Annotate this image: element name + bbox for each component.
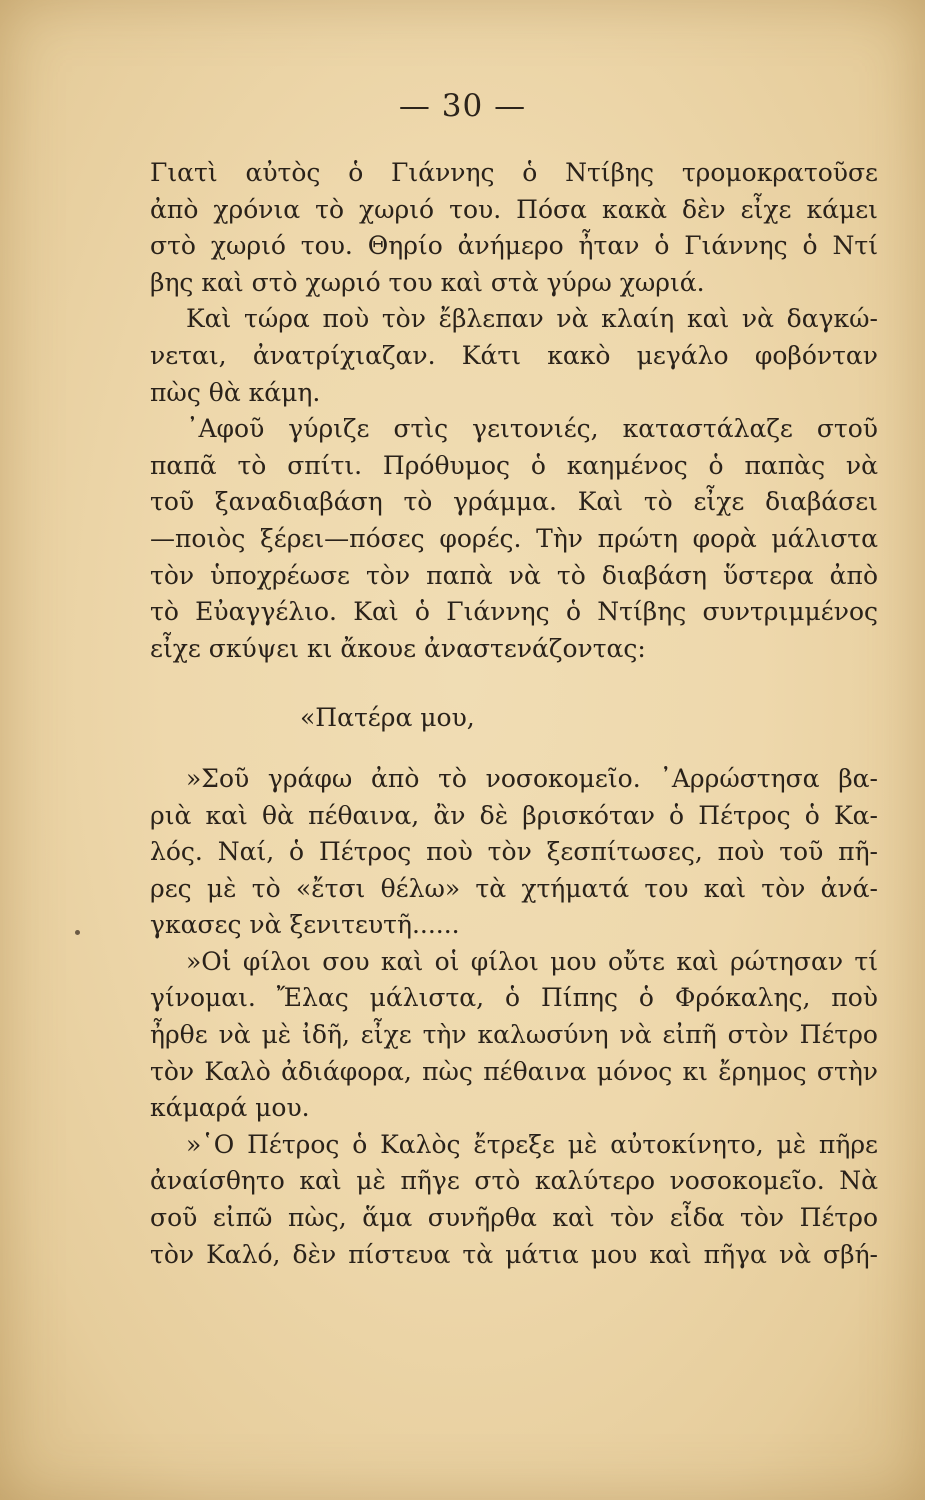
letter-line: σοῦ εἰπῶ πὼς, ἅμα συνῆρθα καὶ τὸν εἶδα τὸν Πέτρο <box>150 1203 878 1233</box>
text-line: τὸν ὑποχρέωσε τὸν παπὰ νὰ τὸ διαβάση ὕστερα ἀπὸ <box>150 560 878 590</box>
text-line: πὼς θὰ κάμη. <box>150 377 321 407</box>
text-line: νεται, ἀνατρίχιαζαν. Κάτι κακὸ μεγάλο φοβόνταν <box>150 340 878 370</box>
letter-line: ἦρθε νὰ μὲ ἰδῆ, εἶχε τὴν καλωσύνη νὰ εἰπῆ στὸν Πέτρο <box>150 1020 878 1050</box>
letter-line: λός. Ναί, ὁ Πέτρος ποὺ τὸν ξεσπίτωσες, ποὺ τοῦ πῆ- <box>150 837 878 867</box>
body-text <box>150 155 878 1273</box>
letter-line: κάμαρά μου. <box>150 1093 310 1123</box>
margin-ink-dot <box>75 930 80 935</box>
text-line: ᾿Αφοῦ γύριζε στὶς γειτονιές, καταστάλαζε στοῦ <box>186 414 878 444</box>
letter-line: ρες μὲ τὸ «ἔτσι θέλω» τὰ χτήματά του καὶ τὸν ἀνά- <box>150 873 878 903</box>
letter-line: γκασες νὰ ξενιτευτῆ...... <box>150 910 460 940</box>
text-line: Καὶ τώρα ποὺ τὸν ἔβλεπαν νὰ κλαίη καὶ νὰ δαγκώ- <box>186 304 878 334</box>
page-number: — 30 — <box>398 88 527 124</box>
letter-line: ἀναίσθητο καὶ μὲ πῆγε στὸ καλύτερο νοσοκομεῖο. Νὰ <box>150 1166 878 1196</box>
letter-line: »Οἱ φίλοι σου καὶ οἱ φίλοι μου οὔτε καὶ ρώτησαν τί <box>186 946 878 976</box>
letter-line: γίνομαι. Ἔλας μάλιστα, ὁ Πίπης ὁ Φρόκαλης, ποὺ <box>150 983 878 1013</box>
text-line: ἀπὸ χρόνια τὸ χωριό του. Πόσα κακὰ δὲν εἶχε κάμει <box>150 194 878 224</box>
text-line: τὸ Εὐαγγέλιο. Καὶ ὁ Γιάννης ὁ Ντίβης συντριμμένος <box>150 597 878 627</box>
letter-line: τὸν Καλὸ ἀδιάφορα, πὼς πέθαινα μόνος κι ἔρημος στὴν <box>150 1056 878 1086</box>
letter-line: »Σοῦ γράφω ἀπὸ τὸ νοσοκομεῖο. ᾿Αρρώστησα βα- <box>186 763 878 793</box>
text-line: εἶχε σκύψει κι ἄκουε ἀναστενάζοντας: <box>150 633 646 663</box>
text-line: Γιατὶ αὐτὸς ὁ Γιάννης ὁ Ντίβης τρομοκρατοῦσε <box>150 158 878 187</box>
text-line: στὸ χωριό του. Θηρίο ἀνήμερο ἦταν ὁ Γιάννης ὁ Ντί <box>150 231 878 261</box>
letter-line: »῾Ο Πέτρος ὁ Καλὸς ἔτρεξε μὲ αὐτοκίνητο, μὲ πῆρε <box>186 1129 878 1159</box>
letter-salutation: «Πατέρα μου, <box>300 703 475 733</box>
letter-line: τὸν Καλό, δὲν πίστευα τὰ μάτια μου καὶ πῆγα νὰ σβή- <box>150 1239 878 1269</box>
text-line: τοῦ ξαναδιαβάση τὸ γράμμα. Καὶ τὸ εἶχε διαβάσει <box>150 487 878 517</box>
text-line: παπᾶ τὸ σπίτι. Πρόθυμος ὁ καημένος ὁ παπὰς νὰ <box>150 450 878 480</box>
text-line: βης καὶ στὸ χωριό του καὶ στὰ γύρω χωριά. <box>150 267 705 297</box>
text-line: —ποιὸς ξέρει—πόσες φορές. Τὴν πρώτη φορὰ μάλιστα <box>150 523 878 553</box>
letter-line: ριὰ καὶ θὰ πέθαινα, ἂν δὲ βρισκόταν ὁ Πέτρος ὁ Κα- <box>150 800 878 830</box>
